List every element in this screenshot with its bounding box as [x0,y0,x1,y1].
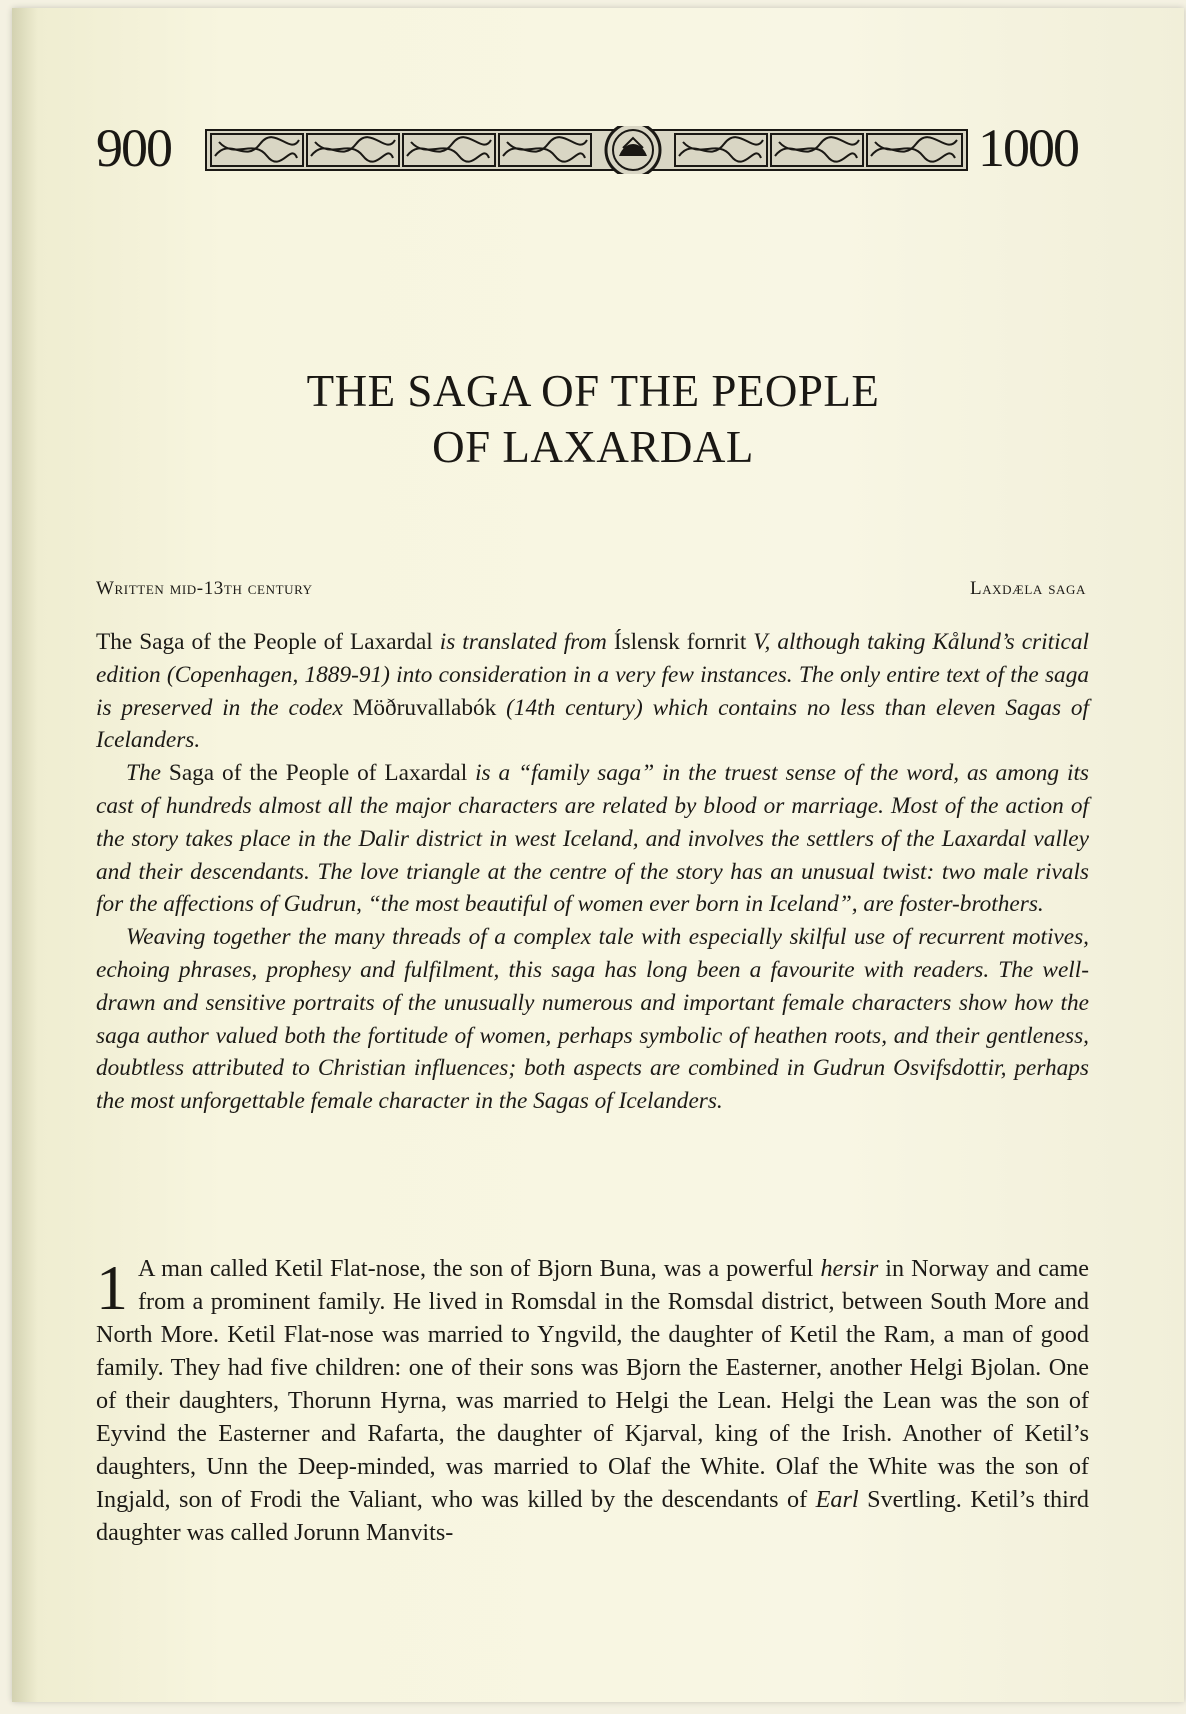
year-end: 1000 [978,118,1078,178]
intro-text [96,626,1089,1118]
text-run: is translated from [432,629,614,655]
text-run: Íslensk fornrit [613,629,747,655]
text-run: hersir [820,1255,879,1282]
saga-title-line-1: THE SAGA OF THE PEOPLE [306,366,880,416]
original-title-label: Laxdæla saga [969,578,1086,599]
year-start: 900 [96,118,171,178]
text-run: The [126,760,169,787]
knotwork-band-icon [205,126,968,174]
text-run: Weaving together the many threads of a complex tale with especially skilful use of recurrent motives, echoing phrases, prophesy and fulfilment, this saga has long been a favourite with readers. The well-drawn and sensitive portraits of the unusually numerous and important female characters show how the saga author valued both the fortitude of women, perhaps symbolic of heathen roots, and their gentleness, doubtless attributed to Christian influences; both aspects are combined in Gudrun Osvifsdottir, perhaps the most unforgettable female character in the Sagas of Icelanders. [96,924,1089,1115]
intro-paragraph-3 [96,921,1089,1118]
date-written-label: Written mid-13th century [96,578,313,599]
intro-paragraph-1 [96,626,1089,757]
text-run: in Norway and came from a prominent family. He lived in Romsdal in the Romsdal district, between South More and North More. Ketil Flat-nose was married to Yngvild, the daughter of Ketil the Ram, a man of good family. They had five children: one of their sons was Bjorn the Easterner, another Helgi Bjolan. One of their daughters, Thorunn Hyrna, was married to Helgi the Lean. Helgi the Lean was the son of Eyvind the Easterner and Rafarta, the daughter of Kjarval, king of the Irish. Another of Ketil’s daughters, Unn the Deep-minded, was married to Olaf the White. Olaf the White was the son of Ingjald, son of Frodi the Valiant, who was killed by the descendants of [96,1255,1090,1513]
chapter-number: 1 [96,1252,128,1323]
text-run: Svertling. Ketil’s third daughter was called Jorunn Manvits- [96,1486,1089,1546]
chapter-1-text [96,1252,1089,1549]
text-run: The Saga of the People of Laxardal [96,629,433,655]
text-run: V, although taking Kålund’s critical edition (Copenhagen, 1889-91) into consideration in a very few instances. The only entire text of the saga is preserved in the codex [96,629,1090,721]
text-run: Earl [815,1486,859,1513]
text-run: is a “family saga” in the truest sense of the word, as among its cast of hundreds almost all the major characters are related by blood or marriage. Most of the action of the story takes place in the Dalir district in west Iceland, and involves the settlers of the Laxardal valley and their descendants. The love triangle at the centre of the story has an unusual twist: two male rivals for the affections of Gudrun, “the most beautiful of women ever born in Iceland”, are foster-brothers. [96,760,1089,918]
chapter-paragraph [96,1252,1089,1549]
intro-paragraph-2 [96,757,1089,921]
saga-title-line-2: OF LAXARDAL [432,422,754,472]
text-run: A man called Ketil Flat-nose, the son of Bjorn Buna, was a powerful [138,1255,821,1282]
text-run: Möðruvallabók [352,694,497,721]
page-gutter-shadow [12,8,38,1702]
text-run: (14th century) which contains no less than eleven Sagas of Icelanders. [96,694,1089,754]
text-run: Saga of the People of Laxardal [168,760,468,787]
